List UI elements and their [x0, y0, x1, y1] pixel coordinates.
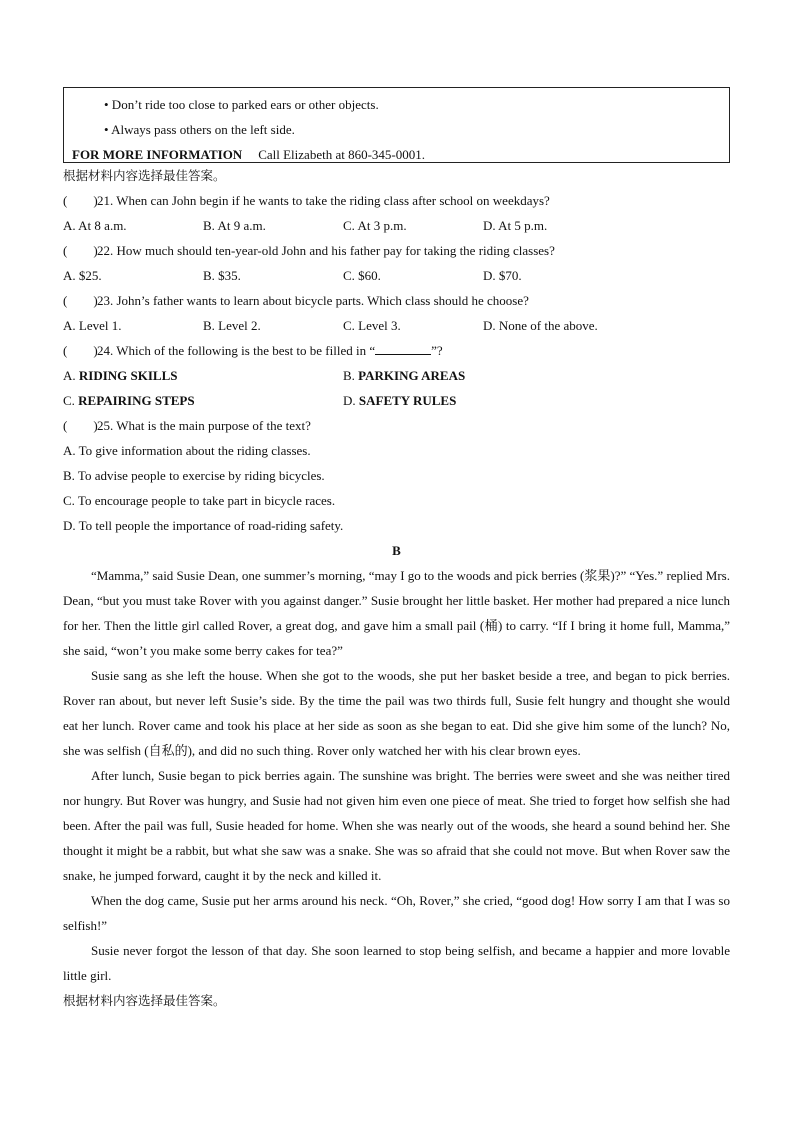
- question-text: 21. When can John begin if he wants to take the riding class after school on weekdays?: [97, 193, 550, 208]
- story-paragraph: Susie never forgot the lesson of that day. She soon learned to stop being selfish, and became a happier and more lovable little girl.: [63, 943, 730, 983]
- option-c: [63, 388, 343, 413]
- option-letter: A.: [63, 368, 79, 383]
- option-d: [343, 388, 623, 413]
- option-d: D. $70.: [483, 268, 522, 283]
- option-c: C. Level 3.: [343, 318, 401, 333]
- option-b: B. Level 2.: [203, 318, 261, 333]
- option-d: D. To tell people the importance of road-riding safety.: [63, 518, 344, 533]
- question-text-before: 24. Which of the following is the best to be filled in “: [97, 343, 376, 358]
- question-text: 23. John’s father wants to learn about bicycle parts. Which class should he choose?: [97, 293, 529, 308]
- question-23-options: [63, 313, 730, 338]
- option-c: C. At 3 p.m.: [343, 218, 407, 233]
- question-24-options-row2: [63, 388, 730, 413]
- option-a: A. Level 1.: [63, 318, 122, 333]
- option-text: SAFETY RULES: [358, 393, 457, 408]
- question-23: [63, 288, 730, 313]
- question-22-options: [63, 263, 730, 288]
- question-22: [63, 238, 730, 263]
- option-b: B. To advise people to exercise by riding bicycles.: [63, 468, 325, 483]
- question-21-options: [63, 213, 730, 238]
- rule-parked-objects: • Don’t ride too close to parked ears or other objects.: [104, 97, 379, 112]
- option-a: A. At 8 a.m.: [63, 218, 127, 233]
- section-heading: B: [392, 543, 401, 558]
- more-information-text: Call Elizabeth at 860-345-0001.: [258, 147, 425, 162]
- option-a: A. $25.: [63, 268, 102, 283]
- question-text: 25. What is the main purpose of the text?: [97, 418, 311, 433]
- option-text: PARKING AREAS: [358, 368, 466, 383]
- answer-blank[interactable]: ( ): [63, 343, 98, 358]
- option-d: D. None of the above.: [483, 318, 598, 333]
- info-box: [63, 87, 730, 163]
- question-24: [63, 338, 730, 363]
- instruction-text: 根据材料内容选择最佳答案。: [63, 993, 226, 1008]
- question-text: 22. How much should ten-year-old John and his father pay for taking the riding classes?: [97, 243, 555, 258]
- option-c: C. To encourage people to take part in bicycle races.: [63, 493, 336, 508]
- story-paragraph: Susie sang as she left the house. When she got to the woods, she put her basket beside a tree, and began to pick berries. Rover ran about, but never left Susie’s side. By the time the pail was two thirds full, Susie felt hungry and thought she would eat her lunch. Rover came and took his place at her side as soon as she began to eat. Did she give him some of the lunch? No, she was selfish (自私的), and did no such thing. Rover only watched her with his clear brown eyes.: [63, 668, 730, 758]
- answer-blank[interactable]: ( ): [63, 193, 98, 208]
- option-a: A. To give information about the riding classes.: [63, 443, 311, 458]
- story-paragraph: After lunch, Susie began to pick berries again. The sunshine was bright. The berries were sweet and she was neither tired nor hungry. But Rover was hungry, and Susie had not given him even one piece of meat. She tried to forget how selfish she had been. After the pail was full, Susie headed for home. When she was nearly out of the woods, she heard a sound behind her. She thought it might be a rabbit, but what she saw was a snake. She was so afraid that she could not move. But when Rover saw the snake, he jumped forward, caught it by the neck and killed it.: [63, 768, 730, 883]
- question-21: [63, 188, 730, 213]
- option-letter: B.: [343, 368, 359, 383]
- option-b: [343, 363, 623, 388]
- question-24-options-row1: [63, 363, 730, 388]
- instruction-text: 根据材料内容选择最佳答案。: [63, 168, 226, 183]
- option-text: RIDING SKILLS: [78, 368, 178, 383]
- option-b: B. At 9 a.m.: [203, 218, 266, 233]
- fill-in-blank: [375, 341, 431, 355]
- story-paragraph: “Mamma,” said Susie Dean, one summer’s morning, “may I go to the woods and pick berries (浆果)?” “Yes.” replied Mrs. Dean, “but you must take Rover with you against danger.” Susie brought her little basket. Her mother had prepared a nice lunch for her. Then the little girl called Rover, a great dog, and gave him a small pail (桶) to carry. “If I bring it home full, Mamma,” she said, “won’t you make some berry cakes for tea?”: [63, 568, 730, 658]
- answer-blank[interactable]: ( ): [63, 293, 98, 308]
- answer-blank[interactable]: ( ): [63, 418, 98, 433]
- more-information-label: FOR MORE INFORMATION: [72, 147, 243, 162]
- question-25: [63, 413, 730, 438]
- rule-pass-left: • Always pass others on the left side.: [104, 122, 295, 137]
- option-b: B. $35.: [203, 268, 241, 283]
- option-letter: D.: [343, 393, 359, 408]
- option-c: C. $60.: [343, 268, 381, 283]
- answer-blank[interactable]: ( ): [63, 243, 98, 258]
- option-d: D. At 5 p.m.: [483, 218, 548, 233]
- document-page: [63, 87, 730, 1013]
- option-text: REPAIRING STEPS: [78, 393, 195, 408]
- question-text-after: ”?: [431, 343, 443, 358]
- option-a: [63, 363, 343, 388]
- story-paragraph: When the dog came, Susie put her arms around his neck. “Oh, Rover,” she cried, “good dog! How sorry I am that I was so selfish!”: [63, 893, 730, 933]
- option-letter: C.: [63, 393, 79, 408]
